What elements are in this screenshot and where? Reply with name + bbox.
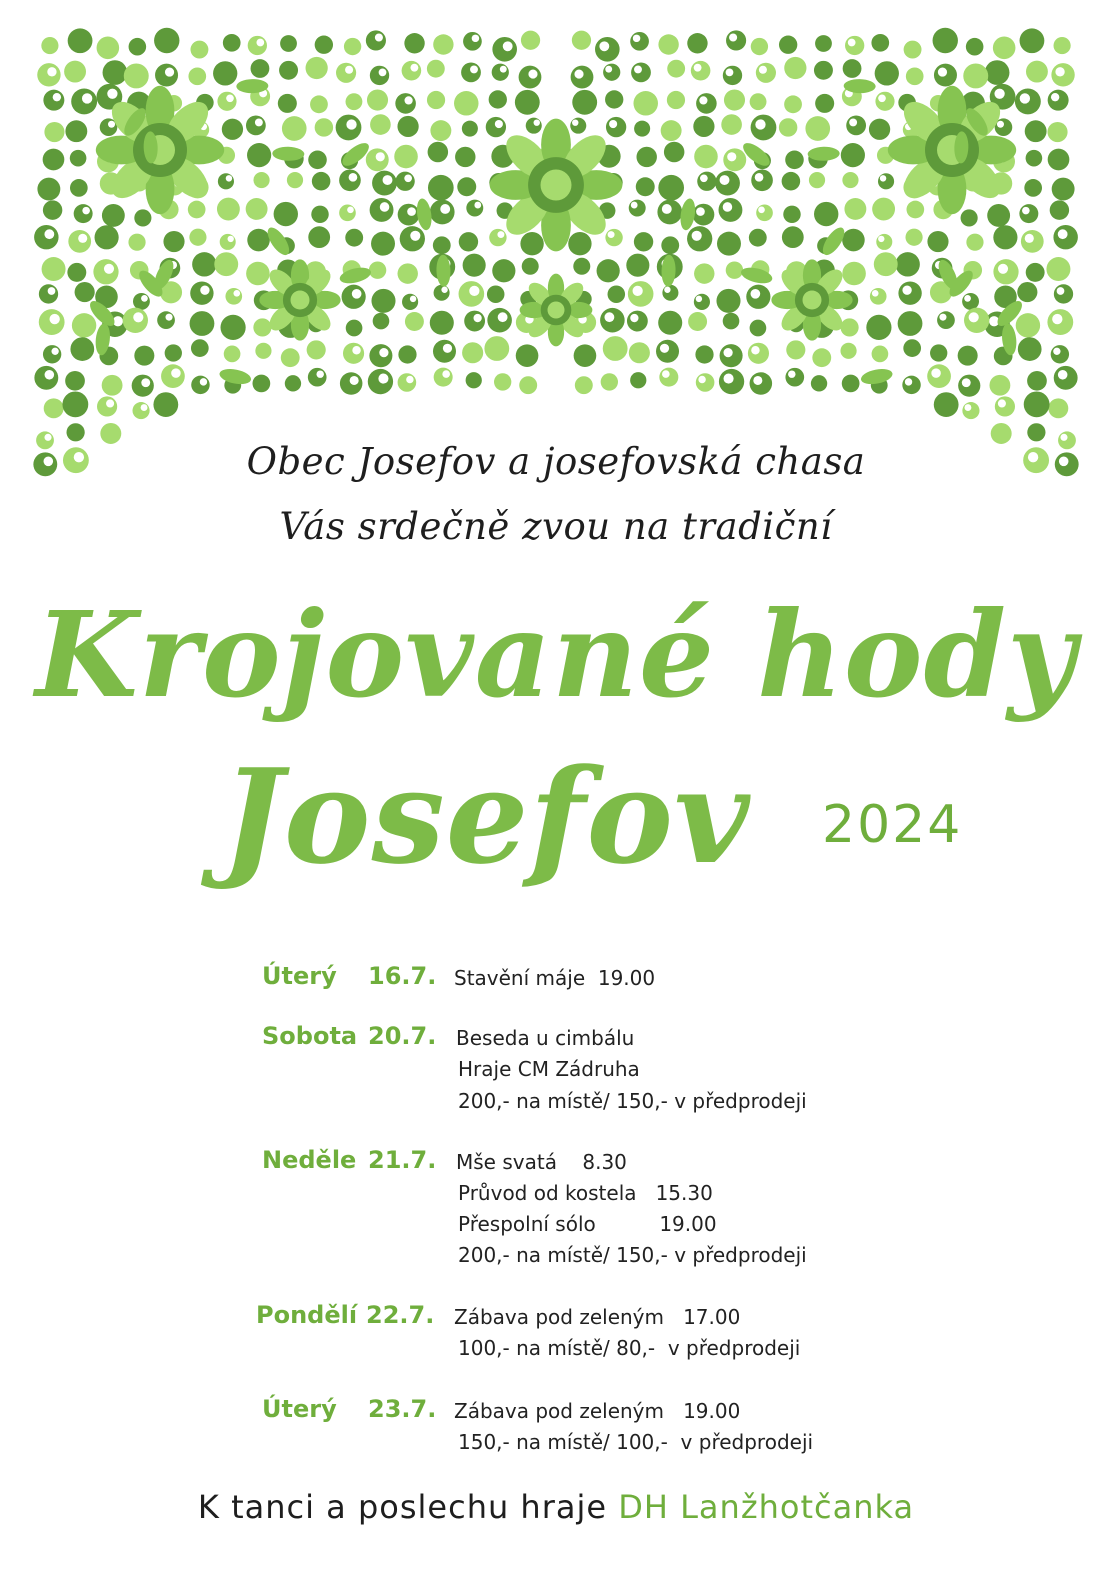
schedule-date: 21.7. xyxy=(368,1146,437,1174)
event-title-line-2: Josefov xyxy=(221,740,751,893)
schedule-line: Stavění máje 19.00 xyxy=(454,966,656,990)
schedule-day: Pondělí xyxy=(256,1301,358,1329)
schedule-date: 20.7. xyxy=(368,1022,437,1050)
schedule-date: 16.7. xyxy=(368,962,437,990)
schedule-line: 150,- na místě/ 100,- v předprodeji xyxy=(458,1430,814,1454)
event-title-line-1: Krojované hody xyxy=(35,585,1077,724)
schedule-line: Zábava pod zeleným 17.00 xyxy=(454,1305,741,1329)
invitation-line-1: Obec Josefov a josefovská chasa xyxy=(246,440,866,483)
schedule-day: Sobota xyxy=(262,1022,358,1050)
schedule-line: Přespolní sólo 19.00 xyxy=(458,1212,717,1236)
schedule-line: Mše svatá 8.30 xyxy=(456,1150,627,1174)
schedule-line: 100,- na místě/ 80,- v předprodeji xyxy=(458,1336,801,1360)
schedule-line: Beseda u cimbálu xyxy=(456,1026,635,1050)
schedule-line: 200,- na místě/ 150,- v předprodeji xyxy=(458,1089,807,1113)
schedule-day: Úterý xyxy=(262,962,337,990)
schedule-day: Neděle xyxy=(262,1146,357,1174)
event-year: 2024 xyxy=(822,795,963,855)
footer-text: K tanci a poslechu hraje xyxy=(197,1488,619,1526)
schedule-date: 23.7. xyxy=(368,1395,437,1423)
schedule-day: Úterý xyxy=(262,1395,337,1423)
schedule-line: Hraje CM Zádruha xyxy=(458,1057,640,1081)
schedule-line: Průvod od kostela 15.30 xyxy=(458,1181,713,1205)
footer-music-note xyxy=(0,1488,1112,1526)
schedule-line: 200,- na místě/ 150,- v předprodeji xyxy=(458,1243,807,1267)
schedule-line: Zábava pod zeleným 19.00 xyxy=(454,1399,741,1423)
invitation-line-2: Vás srdečně zvou na tradiční xyxy=(279,505,833,548)
footer-band-name: DH Lanžhotčanka xyxy=(618,1488,915,1526)
folk-floral-ornament xyxy=(0,0,1112,570)
schedule-date: 22.7. xyxy=(366,1301,435,1329)
